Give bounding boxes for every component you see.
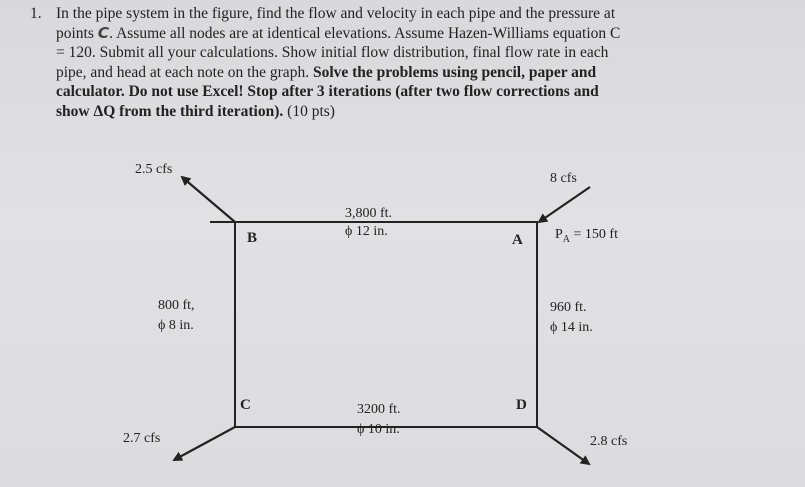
problem-line-4-pre: pipe, and head at each note on the graph. [56,63,310,81]
pipe-right-length: 960 ft. [550,300,587,315]
problem-line-6-bold: show ΔQ from the third iteration). [56,102,284,120]
node-label-B: B [247,230,258,246]
flow-label-B: 2.5 cfs [135,162,173,177]
handwritten-mark: C [97,23,110,42]
node-label-D: D [516,397,527,413]
pipe-top-length: 3,800 ft. [345,206,393,221]
problem-number: 1. [30,5,42,22]
pressure-symbol: P [555,227,563,242]
problem-line-4-bold: Solve the problems using pencil, paper and [309,63,597,81]
pressure-label-A [555,227,618,245]
problem-line-2-pre: points [56,24,94,42]
pipe-bottom-diameter: ϕ 10 in. [357,422,400,437]
pipe-loop [235,222,537,427]
pipe-right-diameter: ϕ 14 in. [550,320,593,335]
flow-label-A: 8 cfs [550,171,577,186]
pressure-subscript: A [562,233,571,245]
problem-line-1: In the pipe system in the figure, find the flow and velocity in each pipe and the pressure at [56,5,616,22]
problem-line-2-post: . Assume all nodes are at identical elevations. Assume Hazen-Williams equation C [109,24,621,42]
pipe-bottom-length: 3200 ft. [357,402,401,417]
pressure-value: = 150 ft [570,227,618,242]
arrow-in-A [539,187,590,222]
problem-line-3: = 120. Submit all your calculations. Show initial flow distribution, final flow rate in each [56,44,609,61]
node-label-C: C [240,397,251,413]
node-label-A: A [512,232,523,248]
flow-label-C: 2.7 cfs [123,431,161,446]
pipe-top-diameter: ϕ 12 in. [345,224,388,239]
arrow-out-C [174,427,235,460]
arrow-out-B [182,177,235,222]
pipe-left-length: 800 ft, [158,298,195,313]
arrow-out-D [537,427,589,464]
problem-line-5-bold: calculator. Do not use Excel! Stop after 3 iterations (after two flow corrections and [56,83,599,100]
problem-line-6-post: (10 pts) [283,102,335,120]
flow-label-D: 2.8 cfs [590,434,628,449]
pipe-left-diameter: ϕ 8 in. [158,318,194,333]
